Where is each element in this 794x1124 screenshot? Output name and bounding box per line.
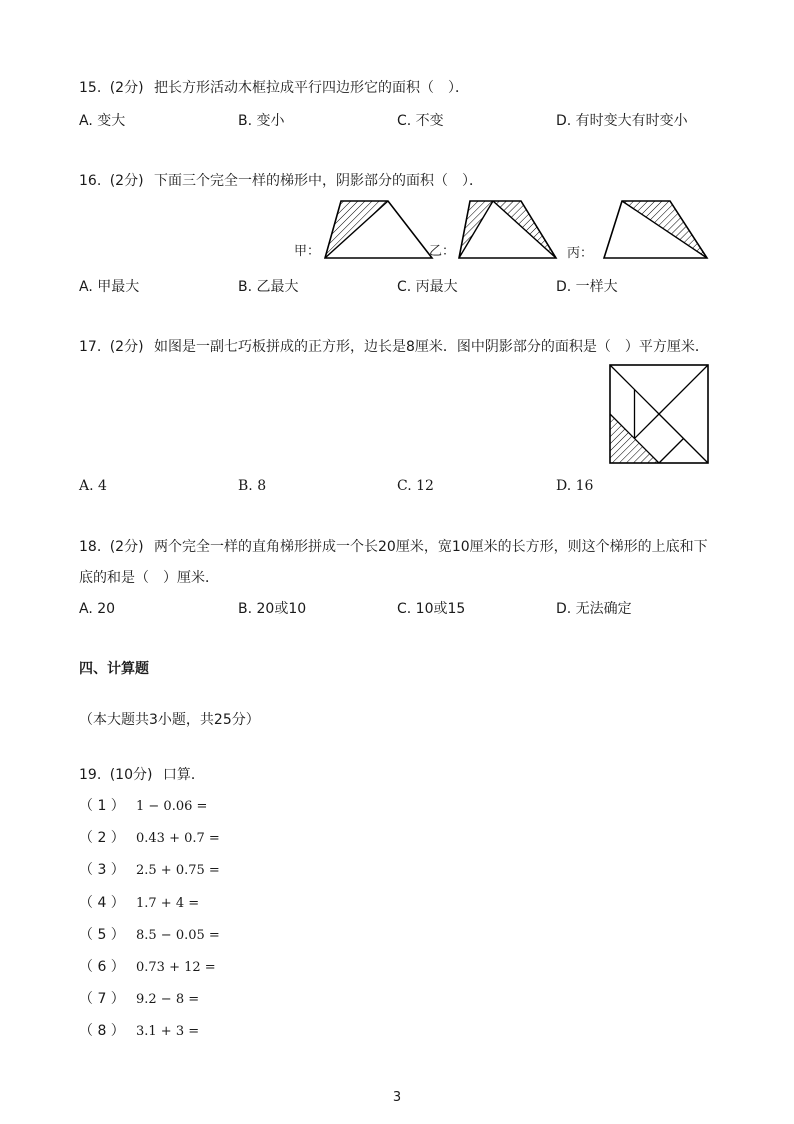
calc-index: （ 8 ） <box>79 1023 125 1039</box>
option-c: C. 10或15 <box>397 601 466 617</box>
calc-expression: 0.43 + 0.7 = <box>136 831 220 846</box>
option-d: D. 16 <box>556 478 594 494</box>
question-17 <box>79 338 709 356</box>
option-b: B. 变小 <box>238 113 285 129</box>
calc-expression: 9.2 − 8 = <box>136 992 200 1007</box>
calc-item <box>79 861 220 880</box>
calc-index: （ 5 ） <box>79 927 125 943</box>
question-18 <box>79 538 708 556</box>
question-number: 19. <box>79 767 102 783</box>
calc-index: （ 3 ） <box>79 862 125 878</box>
question-15 <box>79 79 469 97</box>
option-d: D. 有时变大有时变小 <box>556 113 688 129</box>
calc-expression: 1.7 + 4 = <box>136 896 200 911</box>
question-16 <box>79 172 483 190</box>
question-stem: 把长方形活动木框拉成平行四边形它的面积（ ）． <box>154 80 470 96</box>
trapezoid-yi <box>429 201 556 259</box>
tangram-figure <box>605 360 713 468</box>
calc-item <box>79 1022 199 1041</box>
question-score: (2分) <box>109 80 144 96</box>
option-a: A. 20 <box>79 601 116 617</box>
question-stem: 如图是一副七巧板拼成的正方形，边长是8厘米．图中阴影部分的面积是（ ）平方厘米． <box>154 339 709 355</box>
question-number: 18. <box>79 539 102 555</box>
option-b: B. 8 <box>238 478 267 494</box>
trapezoid-jia <box>294 201 432 259</box>
option-d: D. 无法确定 <box>556 601 632 617</box>
calc-item <box>79 894 199 913</box>
option-c: C. 不变 <box>397 113 444 129</box>
calc-item <box>79 990 199 1009</box>
question-number: 16. <box>79 173 102 189</box>
calc-expression: 2.5 + 0.75 = <box>136 863 220 878</box>
calc-expression: 8.5 − 0.05 = <box>136 928 220 943</box>
option-d: D. 一样大 <box>556 279 618 295</box>
question-stem-line-1: 两个完全一样的直角梯形拼成一个长20厘米，宽10厘米的长方形，则这个梯形的上底和下 <box>154 539 708 555</box>
option-a: A. 甲最大 <box>79 279 140 295</box>
question-19 <box>79 766 205 784</box>
question-number: 15. <box>79 80 102 96</box>
section-title: 四、计算题 <box>79 661 149 677</box>
question-score: (10分) <box>109 767 153 783</box>
calc-index: （ 6 ） <box>79 959 125 975</box>
option-b: B. 乙最大 <box>238 279 299 295</box>
trapezoid-bing <box>567 201 707 261</box>
label-yi: 乙： <box>429 244 456 259</box>
section-note: （本大题共3小题，共25分） <box>79 712 260 728</box>
calc-expression: 3.1 + 3 = <box>136 1024 200 1039</box>
trapezoid-figures <box>290 195 715 265</box>
label-jia: 甲： <box>294 244 321 259</box>
option-c: C. 丙最大 <box>397 279 458 295</box>
calc-item <box>79 958 216 977</box>
calc-index: （ 1 ） <box>79 798 125 814</box>
question-score: (2分) <box>109 539 144 555</box>
calc-expression: 0.73 + 12 = <box>136 960 216 975</box>
option-a: A. 4 <box>79 478 107 494</box>
question-stem: 口算． <box>162 767 205 783</box>
question-18-continued <box>79 569 219 587</box>
calc-index: （ 7 ） <box>79 991 125 1007</box>
question-score: (2分) <box>109 173 144 189</box>
option-a: A. 变大 <box>79 113 126 129</box>
label-bing: 丙： <box>567 246 594 261</box>
calc-item <box>79 797 207 816</box>
question-stem: 下面三个完全一样的梯形中，阴影部分的面积（ ）． <box>154 173 484 189</box>
calc-item <box>79 829 220 848</box>
question-stem-line-2: 底的和是（ ）厘米． <box>79 570 219 586</box>
calc-index: （ 2 ） <box>79 830 125 846</box>
calc-index: （ 4 ） <box>79 895 125 911</box>
option-c: C. 12 <box>397 478 434 494</box>
page-number: 3 <box>392 1090 402 1105</box>
question-number: 17. <box>79 339 102 355</box>
option-b: B. 20或10 <box>238 601 307 617</box>
calc-expression: 1 − 0.06 = <box>136 799 208 814</box>
question-score: (2分) <box>109 339 144 355</box>
calc-item <box>79 926 220 945</box>
